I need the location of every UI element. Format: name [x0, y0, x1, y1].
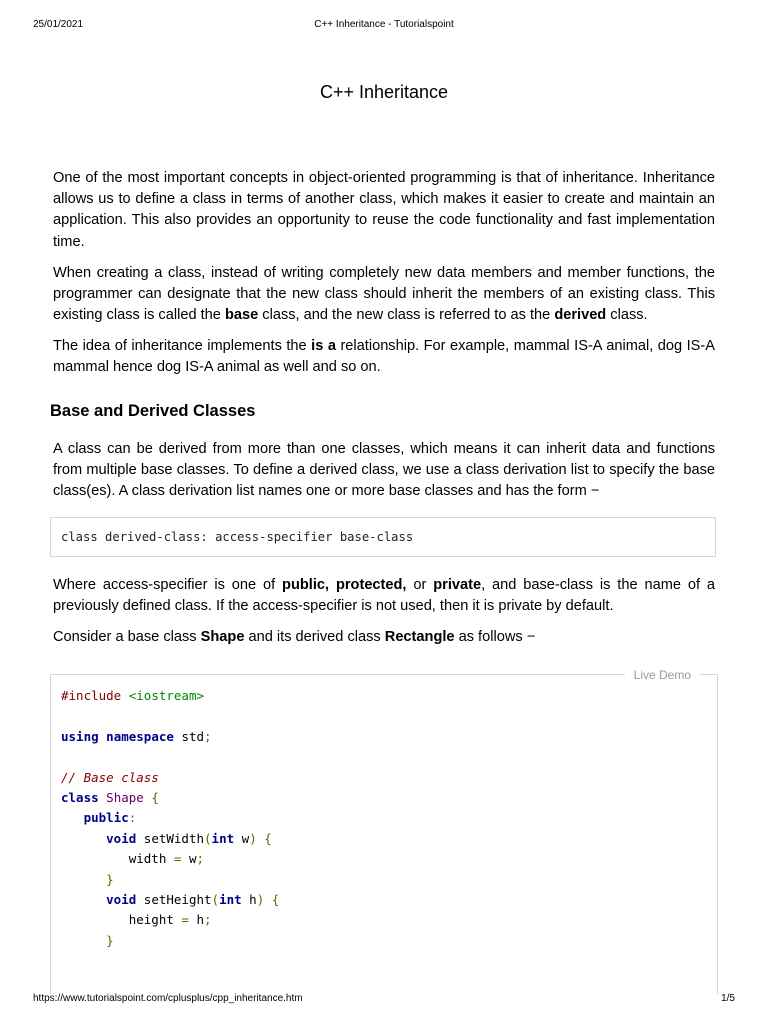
term-public-protected: public, protected,	[282, 577, 407, 593]
term-rectangle: Rectangle	[384, 629, 455, 645]
code-example-box	[50, 668, 718, 994]
term-base: base	[224, 307, 259, 324]
syntax-code-box	[50, 517, 716, 557]
page-title: C++ Inheritance	[319, 82, 449, 102]
section-heading: Base and Derived Classes	[50, 402, 256, 420]
section-paragraph-2: Where access-specifier is one of public, protected, or private, and base-class is the name of a previously defined class. If the access-specifier is not used, then it is private by default.	[53, 577, 716, 615]
print-date: 25/01/2021	[33, 19, 84, 30]
live-demo-link[interactable]: Live Demo	[625, 668, 700, 682]
intro-paragraph-3: The idea of inheritance implements the is a relationship. For example, mammal IS-A animal, dog IS-A mammal hence dog IS-A animal as well and so on.	[53, 338, 715, 376]
section-paragraph-1: A class can be derived from more than one classes, which means it can inherit data and functions from multiple base classes. To define a derived class, we use a class derivation list to specify the base class(es). A class derivation list names one or more base classes and has the form −	[53, 441, 715, 500]
term-is-a: is a	[311, 338, 336, 354]
intro-paragraph-1: One of the most important concepts in object-oriented programming is that of inheritance. Inheritance allows us to define a class in terms of another class, which makes it easier to create and maintain an application. This also provides an opportunity to reuse the code functionality and fast implementation time.	[53, 170, 715, 250]
term-shape: Shape	[200, 629, 245, 645]
print-footer-url: https://www.tutorialspoint.com/cplusplus/cpp_inheritance.htm	[33, 993, 303, 1004]
code-listing: #include <iostream> using namespace std; // Base class class Shape { public: void setWidth(int w) { width = w; } void setHeight(int h) { height = h; }	[61, 688, 280, 948]
term-private: private	[433, 577, 482, 593]
term-derived: derived	[554, 307, 607, 324]
print-header-title: C++ Inheritance - Tutorialspoint	[314, 19, 454, 30]
print-page-number: 1/5	[721, 993, 735, 1004]
syntax-code: class derived-class: access-specifier base-class	[61, 530, 414, 544]
intro-paragraph-2: When creating a class, instead of writing completely new data members and member functions, the programmer can designate that the new class should inherit the members of an existing class. This existing class is called the base class, and the new class is referred to as the derived class.	[53, 265, 715, 324]
section-paragraph-3: Consider a base class Shape and its derived class Rectangle as follows −	[53, 629, 536, 645]
